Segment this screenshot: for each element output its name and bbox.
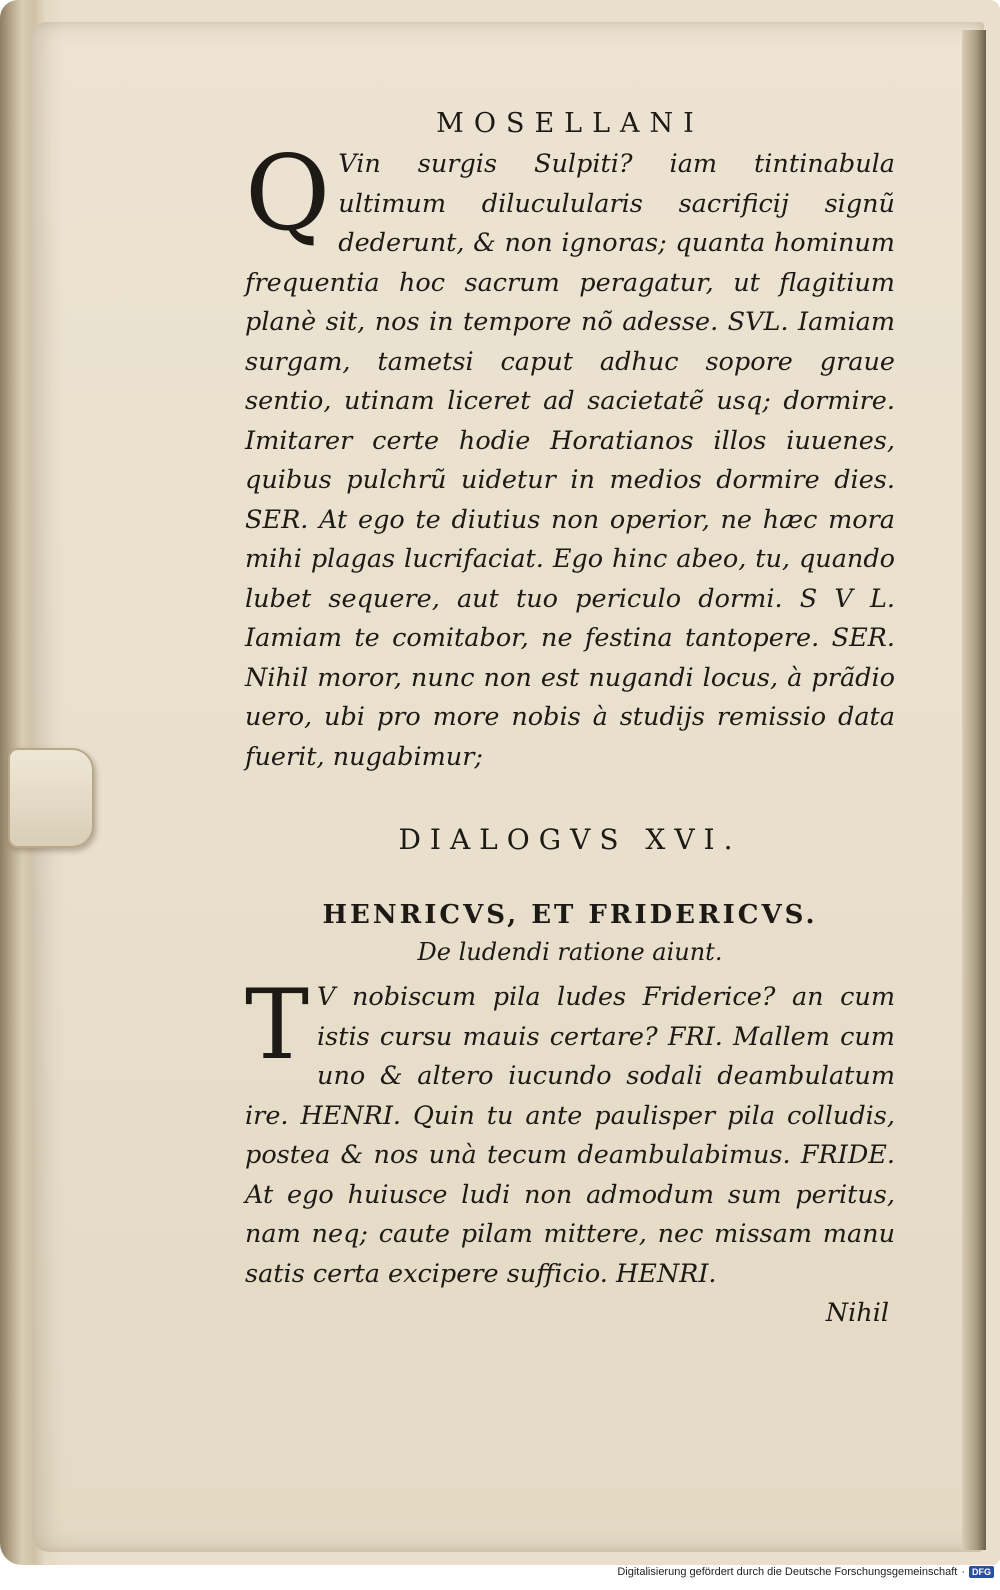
dialogue-xvi-speakers: HENRICVS, ET FRIDERICVS. [322, 900, 818, 930]
page-stack-edge [962, 30, 986, 1550]
dialogue-xvi-heading: DIALOGVS XVI. [398, 823, 742, 856]
dialogue-xv-text: Vin surgis Sulpiti? iam tintinabula ultimum diluculularis sacrificij signũ dederunt, & non ignoras; quanta hominum frequentia hoc sacrum peragatur, ut flagitium planè sit, nos in tempore nõ adesse. SVL. Iamiam surgam, tametsi caput adhuc sopore graue sentio, utinam liceret ad sacietatẽ usq; dormire. Imitarer certe hodie Horatianos illos iuuenes, quibus pulchrũ uidetur in medios dormire dies. SER. At ego te diutius non operior, ne hæc mora mihi plagas lucrifaciat. Ego hinc abeo, tu, quando lubet sequere, aut tuo periculo dormi. S V L. Iamiam te comitabor, ne festina tantopere. SER. Nihil moror, nunc non est nugandi locus, à prãdio uero, ubi pro more nobis à studijs remissio data fuerit, nugabimur; [245, 149, 895, 772]
catchword: Nihil [825, 1298, 889, 1328]
drop-cap-t: T [245, 969, 310, 1081]
footer-credit: Digitalisierung gefördert durch die Deutsche Forschungsgemeinschaft [617, 1566, 958, 1578]
running-head: MOSELLANI [436, 108, 704, 139]
dialogue-xvi-subtitle: De ludendi ratione aiunt. [417, 938, 723, 966]
dfg-logo: DFG [969, 1566, 994, 1578]
dialogue-xvi-paragraph [245, 969, 895, 1294]
clasp-tab [8, 748, 94, 848]
footer-separator: · [961, 1566, 965, 1578]
digitization-footer [617, 1566, 994, 1578]
dialogue-xvi-text: V nobiscum pila ludes Friderice? an cum istis cursu mauis certare? FRI. Mallem cum uno & altero iucundo sodali deambulatum ire. HENRI. Quin tu ante paulisper pila colludis, postea & nos unà tecum deambulabimus. FRIDE. At ego huiusce ludi non admodum sum peritus, nam neq; caute pilam mittere, nec missam manu satis certa excipere sufficio. HENRI. [245, 982, 895, 1289]
page-text-block [245, 108, 895, 1334]
dialogue-xv-paragraph [245, 132, 895, 777]
drop-cap-q: Q [245, 132, 331, 254]
